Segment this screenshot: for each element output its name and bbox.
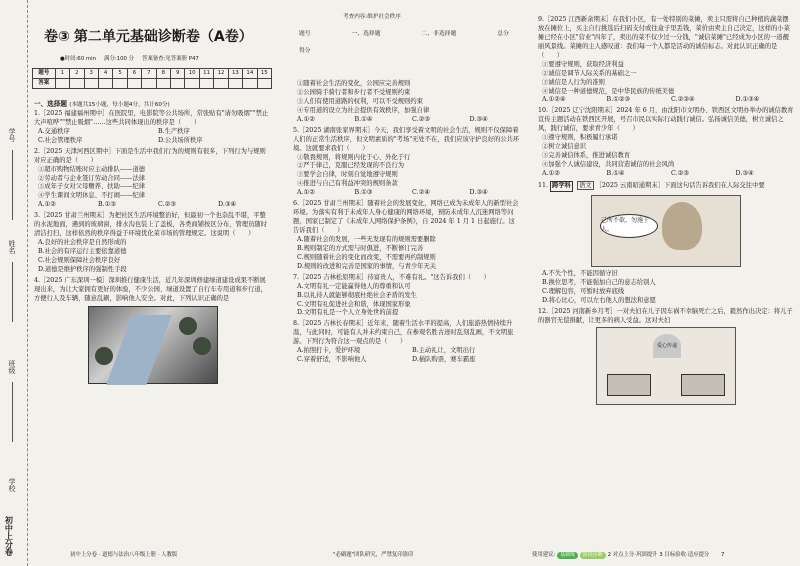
question-stem: 9.［2025 江西新余期末］在我们小区，有一处特别的菜摊，卖主只需将自己种植的蔬菜摆放在摊位上，买主自行挑选后扫码支付或往盒子里丢钱，菜价由卖主自己决定，这样的小菜摊已经在小区"营业"四年了，卖出的菜不仅少过一分钱，"诚信菜摊"已经成为小区的一道靓丽风景线。菜摊的主人感叹道：我们每一个人都是活动的诚信标志。对此认识正确的是（ ） <box>538 16 790 59</box>
option: D.③④ <box>735 169 754 177</box>
question-stem: 4.［2025 广东深圳一模］深圳推行健康生活，近几年深圳修建绿道建设成果不断展现出来，为让大家拥有更好的体验，不少公园、绿道设置了自行车专用道和步行道，方便行人及车辆，随意乱刷，影响他人安全。对此，下列认识正确的是 <box>34 276 267 302</box>
page-number: 7 <box>720 552 725 559</box>
question-number-cell: 7 <box>142 69 156 79</box>
question-number-cell: 10 <box>185 69 199 79</box>
question-number-cell: 15 <box>257 69 271 79</box>
question-11 <box>538 181 794 306</box>
answer-cell[interactable] <box>55 79 69 89</box>
tree-shape <box>193 337 211 355</box>
greenway-photo <box>88 306 218 384</box>
option: C.社会管理秩序 <box>38 136 83 144</box>
question-stem: 11. 跨学科 语文 ［2025 云南昭通期末］下面这句话告诉我们在人际交往中要 <box>538 181 794 192</box>
statement: ②公园骑手骑行者和步行者不受规则约束 <box>297 88 411 96</box>
question-stem: 12.［2025 河南新乡月考］一对夫妇在儿子因车祸不幸脑死亡之后，毅然作出决定：将儿子的器官无偿捐献，让更多的病人受益。这对夫妇 <box>538 307 793 324</box>
option: C.规则随着社会的变化而改变，不需要再约制规则 <box>297 253 436 261</box>
sidebar-line <box>12 150 13 220</box>
options <box>293 189 521 198</box>
option: B.①④ <box>354 115 373 123</box>
option: C.②③④ <box>671 96 695 104</box>
option: B.主动礼让，文明出行 <box>412 347 476 355</box>
option: D.将心比心，可以左右他人的想法和意愿 <box>542 296 656 304</box>
footer-center: "必刷题"团队研究，严禁复印盗印 <box>333 552 414 559</box>
column-2 <box>283 0 523 566</box>
full-score: 满分:100 分 <box>104 56 135 62</box>
question-5 <box>293 127 521 199</box>
option: D.规则的改进和完善是国家的事情，与青少年无关 <box>297 262 437 270</box>
binding-sidebar <box>0 0 28 566</box>
score-header: 总分 <box>497 31 509 37</box>
question-number-cell: 4 <box>98 69 112 79</box>
score-box <box>289 30 519 55</box>
statement: ①要遵守规则，获取经济利益 <box>542 60 624 68</box>
statement: ④加强个人诚信建设，共同营造诚信的社会风尚 <box>542 161 675 168</box>
statement: ①随着社会生活的变化，公园应完善规则 <box>297 80 411 87</box>
option: D.文明有礼是一个人立身处世的前提 <box>297 309 399 317</box>
question-stem: 5.［2025 湖南张家界期末］今天，我们享受着文明的社会生活，规则不仅保障着人们的正常生活秩序，但文明素质的"考场"无处不在，我们应该守护良好的公共环境。这就要求我们（ ） <box>293 126 520 152</box>
option: B.①③ <box>354 189 373 197</box>
question-2 <box>34 148 272 211</box>
statement: ④学生课间文明休息、不打闹——纪律 <box>38 192 146 200</box>
answer-cell[interactable] <box>70 79 84 89</box>
option: B.①③ <box>98 201 116 209</box>
answer-cell[interactable] <box>257 79 271 89</box>
option: A.良好的社会秩序是自然形成的 <box>38 239 127 247</box>
tree-shape <box>179 317 197 335</box>
subject-tag: 语文 <box>578 181 592 189</box>
option: C.②③ <box>158 201 176 209</box>
option: C.社会规则保障社会秩序良好 <box>38 256 121 264</box>
hospital-bed <box>607 374 651 396</box>
exam-meta <box>60 56 199 64</box>
options <box>34 239 272 275</box>
option: D.③④ <box>218 201 237 209</box>
question-1 <box>34 110 272 146</box>
question-9 <box>538 16 794 105</box>
unit-badge: 卷③ <box>44 29 70 45</box>
statements <box>293 154 521 190</box>
question-7 <box>293 274 521 319</box>
page-title: 第二单元基础诊断卷（A卷） <box>73 29 253 45</box>
answer-cell[interactable] <box>156 79 170 89</box>
statement: ④推进与自己有利益冲突的规则条款 <box>297 180 398 188</box>
score-header: 题号 <box>299 31 311 37</box>
option: D.插队购票，赛车霸座 <box>412 356 476 364</box>
options <box>538 96 794 105</box>
question-number-cell: 9 <box>171 69 185 79</box>
option: D.①③④ <box>735 96 760 104</box>
col1-body <box>34 100 272 386</box>
confucius-illustration <box>591 195 741 267</box>
option: A.①② <box>297 115 315 123</box>
option: B.换位思考，不能强加自己的意志给别人 <box>542 278 656 286</box>
question-12 <box>538 308 794 406</box>
options <box>293 116 521 125</box>
option: A.①② <box>542 169 560 177</box>
statement: ②劳动者与企业签订劳动合同——法律 <box>38 174 146 182</box>
question-stem: 8.［2025 吉林长春期末］近年来，随着生活水平的提高，人们旅游热情持续升温，与此同时，可能有人并未约束自己，在参观名胜古迹时乱刻乱画，不文明旅游。下列行为符合这一观点的是（ ） <box>293 320 514 346</box>
question-stem: 3.［2025 甘肃兰州期末］为把社区生活环境整治好，但最初一个也杂乱不堪，平整的水泥地面，遇到的玻璃窗，排水沟也装上了盖板，各类商铺按区分布，管理员随时清洁打扫，这样依然的秩序得益于环境优化菜市场的管理规定。这说明（ ） <box>34 212 267 238</box>
question-stem: 2.［2025 天津河西区期中］下面是生活中我们行为的规则有很多，下列行为与规则对应正确的是（ ） <box>34 147 266 164</box>
statement: ③要学会自律，时刻自觉地遵守规则 <box>297 171 398 179</box>
organ-donation-cartoon <box>596 327 736 405</box>
time-limit: ●时间:60 min <box>60 56 97 62</box>
score-headers <box>289 30 519 38</box>
question-10 <box>538 107 794 179</box>
answer-cell[interactable] <box>243 79 257 89</box>
question-number-cell: 5 <box>113 69 127 79</box>
option: C.理解包容，可暂时放弃底线 <box>542 287 625 295</box>
cross-subject-tag: 跨学科 <box>550 181 573 192</box>
option: A.不失个性，不能因循守旧 <box>542 269 618 277</box>
question-number-cell: 2 <box>70 69 84 79</box>
statement: ①敬畏规则，将规则内化于心、外化于行 <box>297 153 411 161</box>
options <box>538 270 794 306</box>
question-6 <box>293 200 521 272</box>
column-1 <box>30 0 275 566</box>
sidebar-label-school: 学校 <box>7 478 16 492</box>
sidebar-line <box>12 382 13 442</box>
statement: ③成年子女对父母赡养、扶助——纪律 <box>38 183 146 191</box>
options <box>293 283 521 319</box>
sidebar-label-class: 班级 <box>7 360 16 374</box>
option: A.文明有礼一定能赢得他人的尊重和认可 <box>297 282 411 290</box>
options <box>293 236 521 272</box>
answer-row-label: 答案 <box>33 79 56 89</box>
options <box>34 128 272 146</box>
option: B.社会的有序运行主要依靠道德 <box>38 248 127 255</box>
option: B.①②③ <box>606 96 631 104</box>
bike-lane <box>106 315 171 385</box>
statement: ④专用道的设立为社会提供有效秩序，加强自律 <box>297 106 430 114</box>
question-number-cell: 1 <box>55 69 69 79</box>
answer-cell[interactable] <box>142 79 156 89</box>
question-number-cell: 8 <box>156 69 170 79</box>
option: B.生产秩序 <box>158 127 190 135</box>
answer-table <box>32 68 272 89</box>
answer-cell[interactable] <box>171 79 185 89</box>
question-number-cell: 13 <box>228 69 242 79</box>
statement: ②树立诚信意识 <box>542 143 587 151</box>
option: D.公共场所秩序 <box>158 136 203 144</box>
answer-cell[interactable] <box>127 79 141 89</box>
answer-cell[interactable] <box>199 79 213 89</box>
option: C.穿着舒适，不影响他人 <box>297 356 367 364</box>
hospital-bed <box>681 374 725 396</box>
speech-bubble: 己所不欲，勿施于人。 <box>600 214 658 238</box>
sidebar-label-name: 姓名 <box>7 240 16 254</box>
options <box>34 201 272 210</box>
statements <box>34 166 272 202</box>
step-text: 2 对点上分·巩固提升 <box>607 552 658 559</box>
topic-line: 考查内容:维护社会秩序 <box>343 14 401 20</box>
step-pill: 阶段诊断 <box>580 552 606 559</box>
option: B.以礼待人就能够彻底杜绝社会矛盾的发生 <box>297 291 417 299</box>
score-label: 得分 <box>299 48 311 55</box>
statements <box>538 61 794 97</box>
footer-left: 初中上分卷 · 道德与法治八年级上册 · 人教版 <box>70 552 178 559</box>
answer-cell[interactable] <box>214 79 228 89</box>
section-note: (本题共15小题，每小题4分，共计60分) <box>69 102 170 108</box>
statement: ④诚信是一种道德规范，是中华民族的传统美德 <box>542 87 675 95</box>
column-3 <box>532 0 794 566</box>
footer-right <box>532 552 724 560</box>
option: A.交通秩序 <box>38 127 70 135</box>
sidebar-label-number: 学号 <box>7 128 16 142</box>
option: A.①② <box>38 201 56 209</box>
question-stem: 6.［2025 甘肃兰州期末］随着社会的发展变化，网络已成为未成年人的新型社会环境。为落实有利于未成年人身心健康的网络环境，预防未成年人沉迷网络等问题，国家已制定了《未成年人网络保护条例》，自 2024 年 1 月 1 日起施行。这告诉我们（ ） <box>293 200 519 234</box>
question-4 <box>34 277 272 384</box>
statement: ②诚信是调节人际关系的基础之一 <box>542 69 637 77</box>
confucius-figure <box>662 202 702 250</box>
question-stem: 10.［2025 辽宁沈阳期末］2024 年 6 月，由沈阳市文明办、铁西区文明办举办的诚信教育宣传主题活动在铁西区开展，号召市民以实际行动践行诚信。弘扬诚信美德，树立诚信之风，践行诚信，要求青少年（ ） <box>538 107 794 133</box>
option: B.规则制定的方式需与时俱进，不断修订完善 <box>297 244 424 252</box>
statement: ③人们有使用道路的权利，可以不受规则约束 <box>297 97 423 105</box>
statements <box>293 80 521 116</box>
usage-label: 使用建议: <box>532 552 556 559</box>
question-number-cell: 3 <box>84 69 98 79</box>
option: C.②③ <box>412 115 430 123</box>
title-row <box>44 28 253 48</box>
option: D.道德是维护秩序的强制性手段 <box>38 265 127 273</box>
col3-body <box>538 16 794 407</box>
step-pill: 基础练 <box>557 552 578 559</box>
option: C.②③ <box>671 169 689 177</box>
answer-cell[interactable] <box>228 79 242 89</box>
question-number-cell: 12 <box>214 69 228 79</box>
statement: ③完善诚信体系，推进诚信教育 <box>542 152 631 160</box>
statement: ①超市购物结账时应主动排队——道德 <box>38 165 146 173</box>
option: B.①④ <box>606 169 625 177</box>
statement: ①遵守规则，积极履行承诺 <box>542 134 618 142</box>
statement: ②严于律己，克服已经发现的不良行为 <box>297 162 405 170</box>
sidebar-line <box>12 262 13 322</box>
option: A.拍照打卡，爱护环境 <box>297 347 361 355</box>
question-number-cell: 14 <box>243 69 257 79</box>
score-header: 二、非选择题 <box>421 31 457 37</box>
col2-body <box>293 80 521 367</box>
option: C.②④ <box>412 189 430 197</box>
question-4-options <box>293 80 521 125</box>
option: A.①②④ <box>542 96 566 104</box>
option: D.③④ <box>469 115 488 123</box>
question-8 <box>293 320 521 365</box>
sidebar-brand: 初中上分卷 <box>4 516 14 556</box>
step-text: 3 目标验收·适应提分 <box>659 552 710 559</box>
heart-icon: 爱心传递 <box>653 334 681 358</box>
answer-cell[interactable] <box>84 79 98 89</box>
option: A.随着社会的发展，一些无发现有的规则需要删除 <box>297 235 436 243</box>
question-number-cell: 11 <box>199 69 213 79</box>
question-stem: 7.［2025 吉林松原期末］待富贵人，不难有礼。"这告诉我们（ ） <box>293 273 490 281</box>
section-heading: 一、选择题 (本题共15小题，每小题4分，共计60分) <box>34 100 170 108</box>
question-number-cell: 6 <box>127 69 141 79</box>
answer-cell[interactable] <box>113 79 127 89</box>
statement: ③诚信是人行为的准则 <box>542 78 605 86</box>
question-stem: 1.［2025 福建福州期中］在医院里，电影院等公共场所，常张贴有"请勿吸烟""禁止大声喧哗""禁止吸烟"……这些共同体现出的秩序是（ ） <box>34 109 269 126</box>
answer-cell[interactable] <box>98 79 112 89</box>
option: C.文明有礼促进社会和谐，体现国家形象 <box>297 300 411 308</box>
tree-shape <box>95 347 113 365</box>
question-3 <box>34 212 272 275</box>
options <box>538 170 794 179</box>
answer-reference: 答案备查:见答案册 P47 <box>142 56 199 62</box>
option: D.③④ <box>469 189 488 197</box>
answer-cell[interactable] <box>185 79 199 89</box>
statements <box>538 134 794 170</box>
options <box>293 347 521 365</box>
option: A.①② <box>297 189 315 197</box>
question-row-label: 题号 <box>33 69 56 79</box>
score-header: 一、选择题 <box>351 31 381 37</box>
